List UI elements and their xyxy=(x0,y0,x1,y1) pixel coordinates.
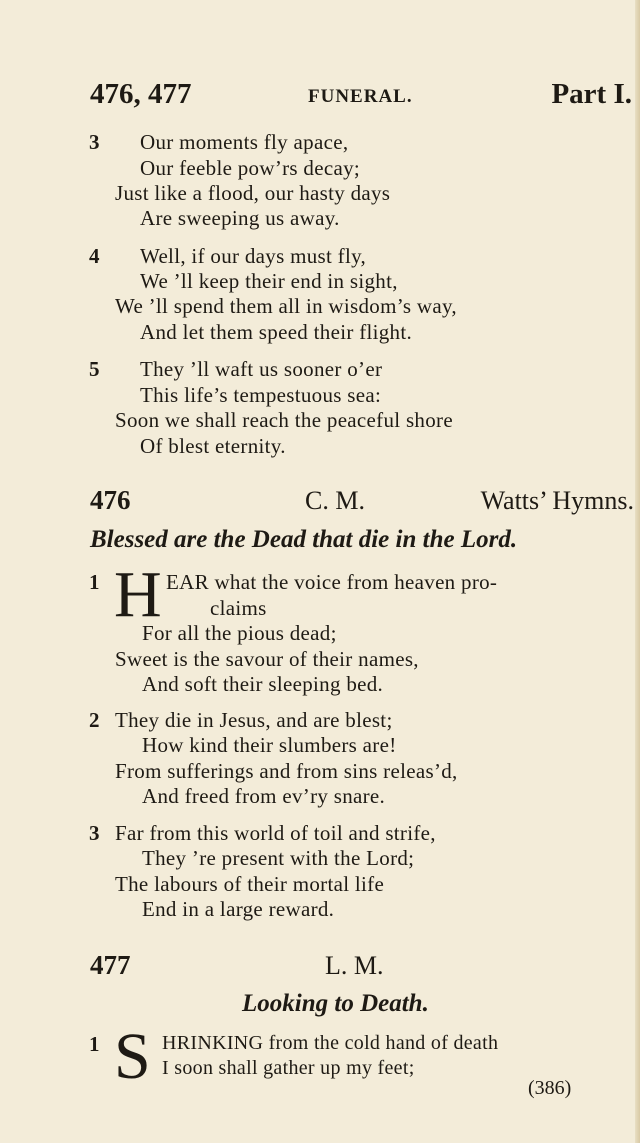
verse-line: Well, if our days must fly, xyxy=(140,244,367,268)
hymn-number: 476 xyxy=(90,485,131,515)
verse-number: 3 xyxy=(89,130,100,154)
verse-line: Are sweeping us away. xyxy=(140,206,340,230)
drop-cap: S xyxy=(114,1020,151,1093)
verse-line: And freed from ev’ry snare. xyxy=(142,784,386,808)
verse-line: HRINKING from the cold hand of death xyxy=(162,1032,499,1054)
verse-line: And let them speed their flight. xyxy=(140,320,413,344)
verse-line: The labours of their mortal life xyxy=(115,872,385,896)
verse-line: End in a large reward. xyxy=(142,897,335,921)
verse-line: Just like a flood, our hasty days xyxy=(115,181,391,205)
hymn-subtitle: Looking to Death. xyxy=(242,990,429,1017)
verse-line: Far from this world of toil and strife, xyxy=(115,821,436,845)
verse-line: From sufferings and from sins releas’d, xyxy=(115,759,458,783)
verse-line: For all the pious dead; xyxy=(142,621,337,645)
page-edge xyxy=(635,0,640,1143)
header-section-title: FUNERAL. xyxy=(308,86,413,107)
verse-line: We ’ll keep their end in sight, xyxy=(140,269,398,293)
verse-line: They ’re present with the Lord; xyxy=(142,846,415,870)
hymn-meter: C. M. xyxy=(305,486,365,515)
header-hymn-numbers: 476, 477 xyxy=(90,78,192,110)
verse-number: 5 xyxy=(89,357,100,381)
verse-line: I soon shall gather up my feet; xyxy=(162,1057,415,1079)
verse-number: 4 xyxy=(89,244,100,268)
verse-line: Soon we shall reach the peaceful shore xyxy=(115,408,453,432)
verse-line: Of blest eternity. xyxy=(140,434,286,458)
hymn-number: 477 xyxy=(90,950,131,980)
verse-number: 2 xyxy=(89,708,100,732)
hymn-meter: L. M. xyxy=(325,951,384,980)
verse-line: Sweet is the savour of their names, xyxy=(115,647,419,671)
drop-cap: H xyxy=(114,558,162,631)
page-number: (386) xyxy=(528,1077,572,1099)
verse-line: claims xyxy=(210,596,267,620)
verse-line: Our moments fly apace, xyxy=(140,130,349,154)
verse-line: EAR what the voice from heaven pro- xyxy=(166,570,498,594)
verse-number: 1 xyxy=(89,570,100,594)
verse-line: They ’ll waft us sooner o’er xyxy=(140,357,383,381)
verse-line: They die in Jesus, and are blest; xyxy=(115,708,393,732)
verse-number: 3 xyxy=(89,821,100,845)
verse-line: We ’ll spend them all in wisdom’s way, xyxy=(115,294,457,318)
verse-line: How kind their slumbers are! xyxy=(142,733,397,757)
hymn-source: Watts’ Hymns. xyxy=(480,486,634,515)
verse-line: Our feeble pow’rs decay; xyxy=(140,156,361,180)
verse-line: And soft their sleeping bed. xyxy=(142,672,384,696)
verse-number: 1 xyxy=(89,1032,100,1056)
hymn-subtitle: Blessed are the Dead that die in the Lord. xyxy=(90,526,518,553)
verse-line: This life’s tempestuous sea: xyxy=(140,383,382,407)
header-part: Part I. xyxy=(551,78,632,110)
